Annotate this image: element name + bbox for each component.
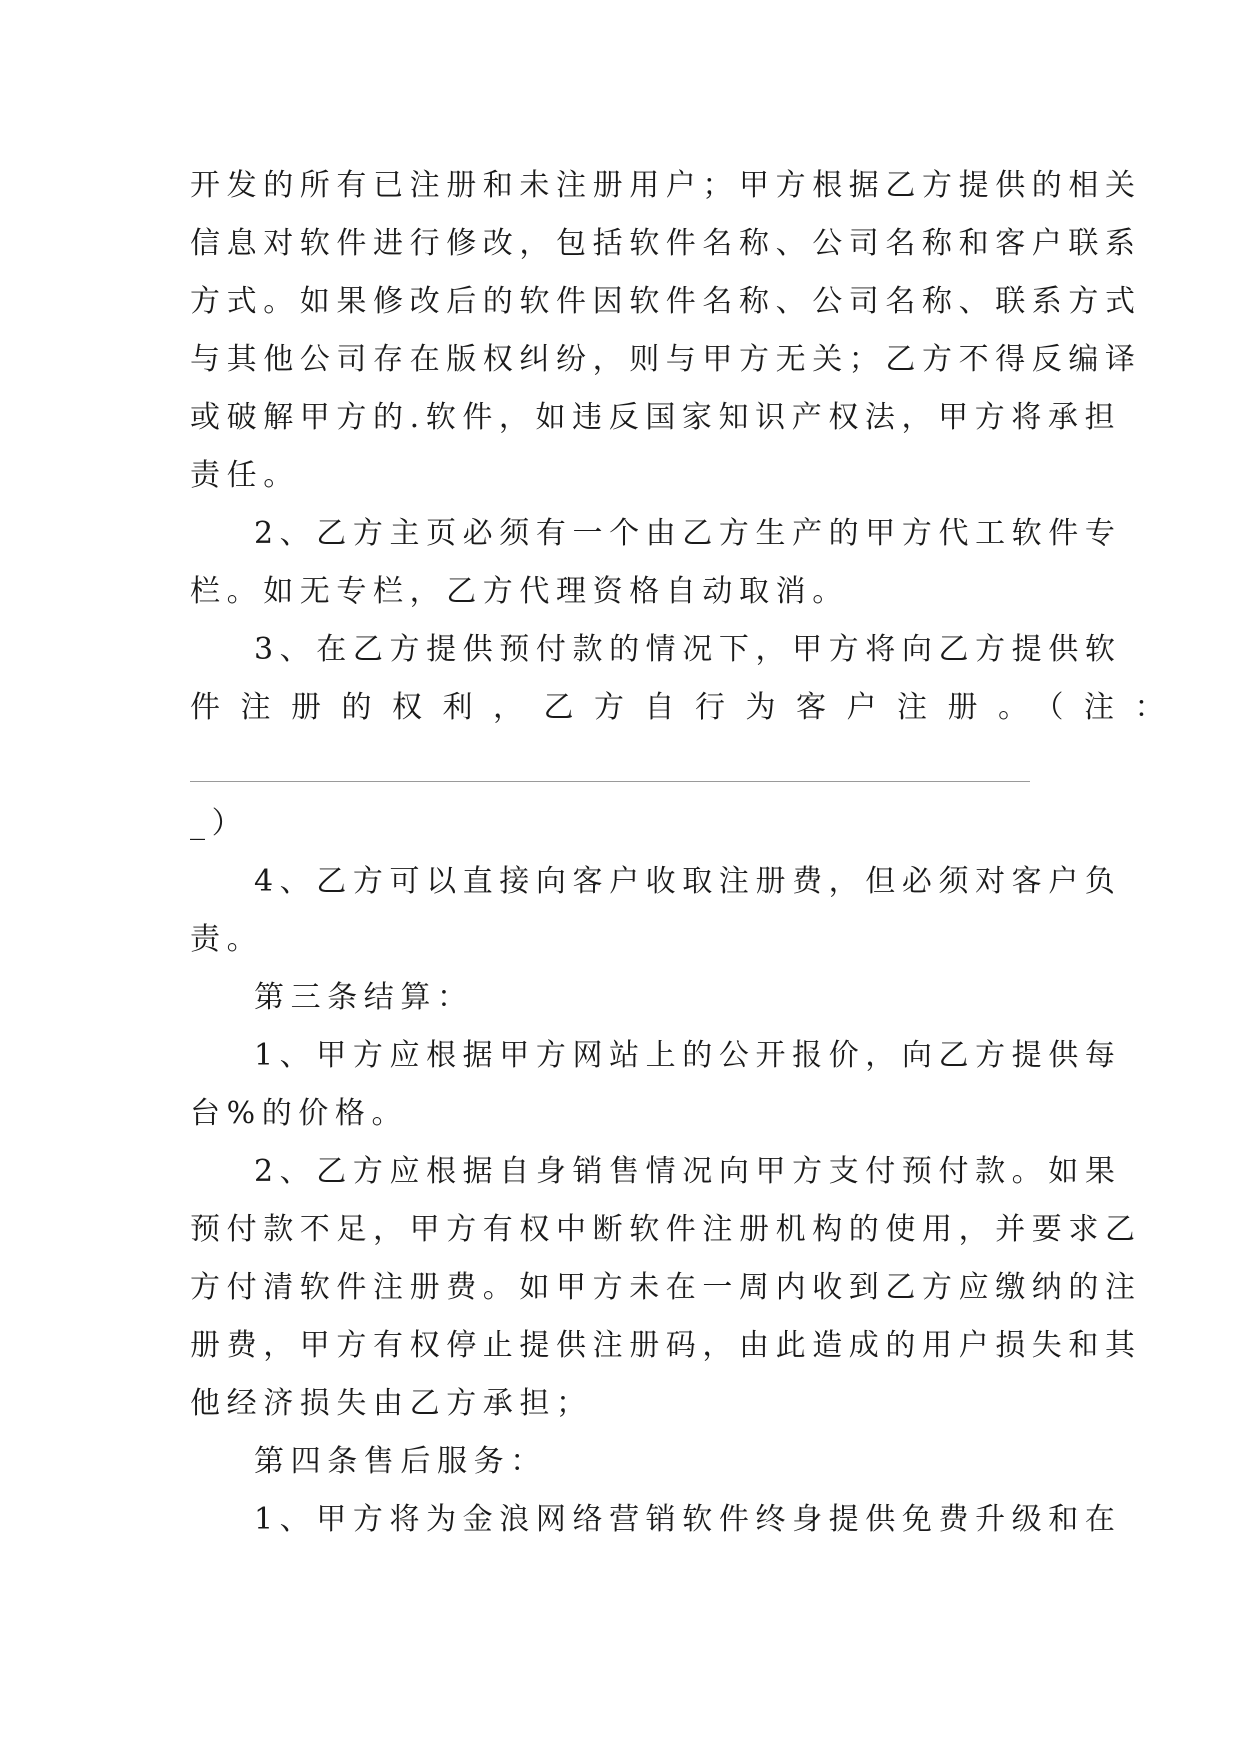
text-line: 责任。 — [190, 458, 300, 493]
text-line: 预付款不足，甲方有权中断软件注册机构的使用，并要求乙 — [190, 1212, 1142, 1247]
text-line: 开发的所有已注册和未注册用户；甲方根据乙方提供的相关 — [190, 168, 1142, 203]
text-line: 或破解甲方的.软件，如违反国家知识产权法，甲方将承担 — [190, 400, 1122, 435]
text-line: 责。 — [190, 922, 264, 957]
paragraph-item-4: 4、乙方可以直接向客户收取注册费，但必须对客户负 — [254, 864, 1122, 899]
paragraph-item-1: 1、甲方应根据甲方网站上的公开报价，向乙方提供每 — [254, 1038, 1122, 1073]
paragraph-item-2: 2、乙方主页必须有一个由乙方生产的甲方代工软件专 — [254, 516, 1122, 551]
fill-in-blank-line — [190, 781, 1030, 782]
section-heading: 第四条售后服务： — [254, 1444, 547, 1479]
text-line: 与其他公司存在版权纠纷，则与甲方无关；乙方不得反编译 — [190, 342, 1142, 377]
text-line: 方付清软件注册费。如甲方未在一周内收到乙方应缴纳的注 — [190, 1270, 1142, 1305]
text-line: 册费，甲方有权停止提供注册码，由此造成的用户损失和其 — [190, 1328, 1142, 1363]
text-line: 栏。如无专栏，乙方代理资格自动取消。 — [190, 574, 849, 609]
text-line: 方式。如果修改后的软件因软件名称、公司名称、联系方式 — [190, 284, 1142, 319]
text-line: 信息对软件进行修改，包括软件名称、公司名称和客户联系 — [190, 226, 1142, 261]
section-heading: 第三条结算： — [254, 980, 474, 1015]
paragraph-item-2: 2、乙方应根据自身销售情况向甲方支付预付款。如果 — [254, 1154, 1122, 1189]
text-line-justified: 件注册的权利，乙方自行为客户注册。（注： — [190, 690, 1185, 725]
text-line: _） — [190, 806, 249, 841]
paragraph-item-1: 1、甲方将为金浪网络营销软件终身提供免费升级和在 — [254, 1502, 1122, 1537]
paragraph-item-3: 3、在乙方提供预付款的情况下，甲方将向乙方提供软 — [254, 632, 1122, 667]
text-line: 台%的价格。 — [190, 1096, 409, 1131]
text-line: 他经济损失由乙方承担； — [190, 1386, 593, 1421]
